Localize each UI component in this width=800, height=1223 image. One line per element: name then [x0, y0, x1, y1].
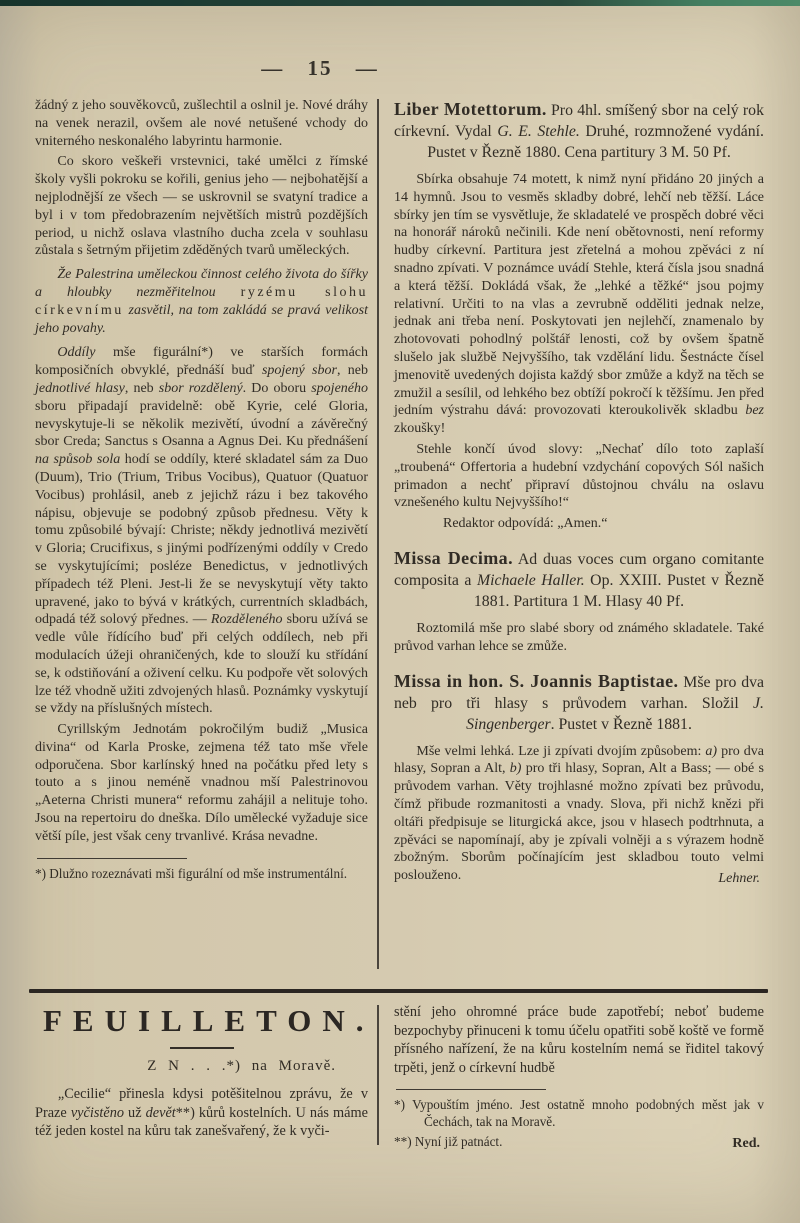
paragraph: Sbírka obsahuje 74 motett, k nimž nyní přidáno 20 jiných a 14 hymnů. Jsou to vesměs skladby dobré, lehčí neb těžší. Láce sbírky jen tím se vysvětluje, že skladatelé ve prospěch dobré věci na honorář nároků nečinili. Kde není obětovnosti, není reformy hudby církevní. Partitura jest zřetelná a mohou zpěváci z ní snadno zpívati. V poznámce uvádí Stehle, která čísla jsou snadná a která těžší. Dokládá však, že „lehké a těžké“ jsou pojmy relativní. Určiti to na vlas a zevrubně odděliti jednak nelze, jednak ani třeba není. Poskytovati jen nejlehčí, znamenalo by zhotovovati pohodlný polštář lenosti, což by ovšem špatně slušelo jak službě Nejvyššího, tak vzdělání lidu. Šestnácte čísel jmenovitě uvedených dojista každý sbor zmůže a když na těch se zmužil a sesílil, od lehkého bez obtíží pokročí k těžšímu. Jen před jedním výstrahu dává: provozovati kteroukolivěk skladbu bez zkoušky! — [394, 172, 764, 437]
paragraph: Roztomilá mše pro slabé sbory od známého skladatele. Také průvod varhan lehce se zmůže. — [394, 620, 764, 654]
paragraph: „Cecilie“ přinesla kdysi potěšitelnou zprávu, že v Praze vyčistěno už devět**) kůrů kostelních. U nás máme též jeden kostel na kůru tak zanešvařený, že k vyči- — [35, 1086, 368, 1140]
feuilleton-right-column — [394, 1003, 764, 1193]
paragraph: Redaktor odpovídá: „Amen.“ — [443, 516, 608, 532]
paragraph: žádný z jeho souvěkovců, zušlechtil a oslnil je. Nové dráhy na venek nerazil, ovšem ale nové netušené vchody do vniterného neskonalého labyrintu harmonie. — [35, 98, 368, 149]
footnote: **) Nyní již patnáct. — [394, 1133, 503, 1149]
author-signature: Lehner. — [718, 870, 760, 886]
right-column — [394, 97, 764, 975]
column-divider — [377, 99, 379, 969]
footnote-separator — [37, 858, 187, 859]
paragraph: Co skoro veškeři vrstevnici, také umělci z římské školy vyšli pokroku se kořili, genius jeho — nejbohatější a nejplodnější ze všech — se uskrovnil se svatyní tradice a byl i v tom předobrazením největších mistrů pozdějších period, u nichž oslava vlastního ducha zcela v souhlasu zůstala s šetrným přijetim zděděných tvarů uměleckých. — [35, 154, 368, 259]
review-heading: Liber Motettorum. Pro 4hl. smíšený sbor na celý rok církevní. Vydal G. E. Stehle. Druhé, rozmnožené vydání. Pustet v Řezně 1880. Cena partitury 3 M. 50 Pf. — [394, 99, 764, 161]
editor-signature: Red. — [732, 1136, 760, 1152]
review-heading: Missa in hon. S. Joannis Baptistae. Mše pro dva neb pro tři hlasy s průvodem varhan. Složil J. Singenberger. Pustet v Řezně 1881. — [394, 670, 764, 733]
feuilleton-left-column — [35, 1003, 375, 1193]
page-header — [0, 6, 800, 97]
paragraph-emphasis: Že Palestrina uměleckou činnost celého života do šířky a hloubky nezměřitelnou ryzému slohu církevnímu zasvětil, na tom zakládá se pravá velikost jeho povahy. — [35, 267, 368, 336]
left-column — [35, 97, 368, 975]
main-section — [0, 97, 800, 975]
footnote: *) Vypouštím jméno. Jest ostatně mnoho podobných měst jak v Čechách, tak na Moravě. — [394, 1097, 764, 1129]
feuilleton-section — [0, 993, 800, 1193]
footnote-separator — [396, 1089, 546, 1090]
paragraph: Mše velmi lehká. Lze ji zpívati dvojím způsobem: a) pro dva hlasy, Sopran a Alt, b) pro tři hlasy, Sopran, Alt a Bass; — obé s průvodem varhan. Věty trojhlasné možno zpívati bez průvodu, čímž přibude rozmanitosti a vnady. Slova, při nichž knězi při oltáři předpisuje se liturgická akce, jsou v hlasech podtrhnuta, a zpěváci se napomínají, aby je zpívali volněji a s výrazem hodně zbožným. Sborům počínajícím jest skladbou touto velmi poslouženo. — [394, 743, 764, 884]
page-number: — 15 — — [261, 56, 379, 80]
feuilleton-subtitle: Z N . . .*) na Moravě. — [147, 1058, 336, 1074]
feuilleton-title: FEUILLETON. — [43, 1003, 375, 1038]
title-underline-rule — [170, 1047, 234, 1049]
column-divider — [377, 1005, 379, 1145]
paragraph: Stehle končí úvod slovy: „Nechať dílo toto zaplaší „troubená“ Offertoria a hudební vzdychání copových Sól našich primadon a nechť připraví důstojnou chválu na oslavu vznešeného kultu Nejvyššího!“ — [394, 441, 764, 511]
paragraph: stění jeho ohromné práce bude zapotřebí; neboť budeme bezpochyby přinuceni k tomu účelu opatřiti sobě koště ve formě přísného nařízení, že na kůru kostelním nemá se řiditel takový trpěti, jenž o církevní hudbě — [394, 1004, 764, 1076]
paragraph: Oddíly mše figurální*) ve starších formách komposičních obvyklé, přednáší buď spojený sbor, neb jednotlivé hlasy, neb sbor rozdělený. Do oboru spojeného sboru připadají pravidelně: obě Kyrie, celé Gloria, nevyskytuje-li se několik mezivětí, úvodní a závěrečný sbor Creda; Sanctus s Osanna a Agnus Dei. Ku přednášení na spůsob sola hodí se oddíly, které skladatel sám za Duo (Duum), Trio (Trium, Tribus Vocibus), Quatuor (Quatuor Vocibus) prohlásil, aneb z jejichž rázu i bez takového nápisu, objevuje se podobný způsob přednesu. Věty k tomu způsobilé bývají: Christe; někdy jednotlivá mezivětí v Gloria; Crucifixus, s jinými podřízenými oddíly v Credo se vyskytujícími; posléze Benedictus, v jednotlivých případech též Pleni. Jest-li že se nevyskytují věty takto upravené, jako to bývá v krátkých, currentních skladbách, odpadá též solový přednes. — Rozděleného sboru užívá se vedle vůle řídícího buď při celých oddílech, neb při modulacích úžeji ohraničených, kde to slouží ku střídání se, k odstiňování a oživení celku. Ku podpoře vět solových lze též vhodně užiti zdvojených hlasů. Poznámky vyskytují se vždy na příslušných místech. — [35, 345, 369, 717]
paragraph: Cyrillským Jednotám pokročilým budiž „Musica divina“ od Karla Proske, zejmena též tato mše vřele odporučena. Sbor karlínský hned na počátku před lety s touto a s jinou neméně vnadnou mší Palestrinovou „Aeterna Christi munera“ reformu zahájil a nelituje toho. Jsou na repertoiru do dneška. Dílo umělecké vyžaduje sice větší píle, jest však ceny trvanlivé. Krása nevadne. — [35, 722, 368, 844]
review-heading: Missa Decima. Ad duas voces cum organo comitante composita a Michaele Haller. Op. XXIII. Pustet v Řezně 1881. Partitura 1 M. Hlasy 40 Pf. — [394, 547, 764, 610]
footnote: *) Dlužno rozeznávati mši figurální od mše instrumentální. — [35, 865, 348, 881]
